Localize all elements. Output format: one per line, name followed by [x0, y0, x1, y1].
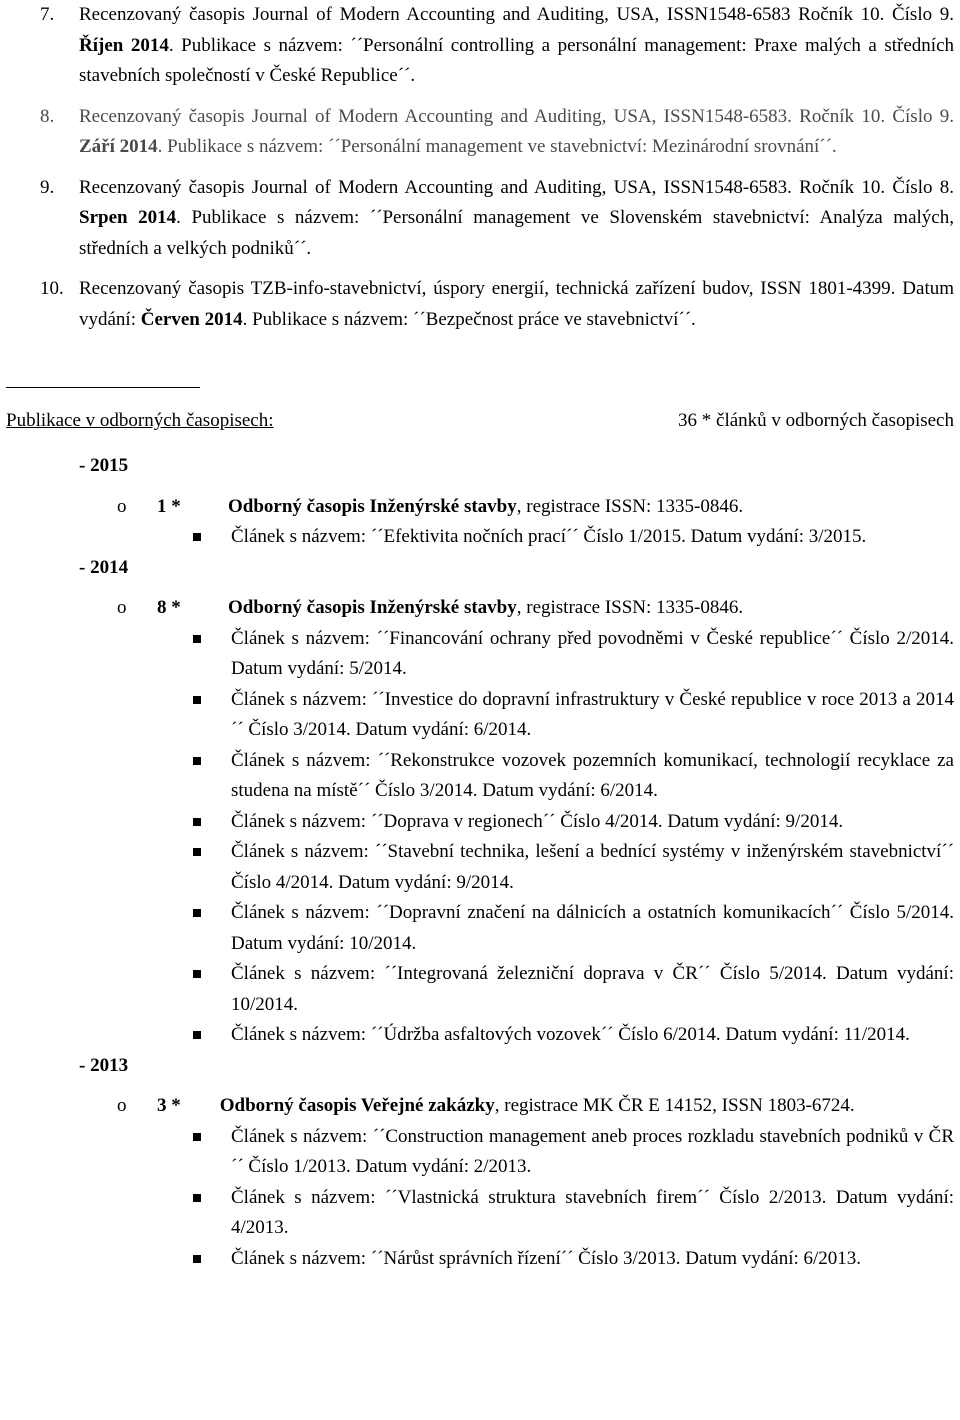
item-rest: . Publikace s názvem: ´´Personální management ve stavebnictví: Mezinárodní srovnání´´. — [157, 136, 837, 157]
journal-name: Odborný časopis Veřejné zakázky — [219, 1095, 495, 1116]
journal-entry — [0, 593, 960, 624]
item-text: Recenzovaný časopis Journal of Modern Accounting and Auditing, USA, ISSN1548-6583. Ročník 10. Číslo 8. — [79, 176, 954, 198]
square-bullet-icon — [193, 757, 201, 765]
year-label: - 2013 — [79, 1054, 129, 1076]
item-text: Recenzovaný časopis TZB-info-stavebnictví, úspory energií, technická zařízení budov, ISSN 1801-4399. Datum vydání: — [79, 278, 954, 330]
numbered-item — [0, 102, 960, 163]
article-text: Článek s názvem: ´´Vlastnická struktura stavebních firem´´ Číslo 2/2013. Datum vydání: 4/2013. — [231, 1186, 954, 1238]
publications-by-year — [0, 451, 960, 1274]
square-bullet-icon — [193, 1031, 201, 1039]
item-rest: . Publikace s názvem: ´´Personální management ve Slovenském stavebnictví: Analýza malých, středních a velkých podniků´´. — [79, 207, 954, 259]
journal-name: Odborný časopis Inženýrské stavby — [228, 495, 517, 517]
year-label: - 2014 — [79, 556, 129, 578]
article-item — [0, 522, 960, 553]
article-text: Článek s názvem: ´´Construction management aneb proces rozkladu stavebních podniků v ČR´´ Číslo 1/2013. Datum vydání: 2/2013. — [231, 1125, 954, 1177]
square-bullet-icon — [193, 970, 201, 978]
item-date: Srpen 2014 — [79, 207, 177, 228]
journal-registration: , registrace ISSN: 1335-0846. — [516, 495, 744, 517]
article-item — [0, 746, 960, 807]
journal-registration: , registrace ISSN: 1335-0846. — [516, 597, 744, 618]
publications-title: Publikace v odborných časopisech: — [6, 410, 274, 431]
square-bullet-icon — [193, 1194, 201, 1202]
article-text: Článek s názvem: ´´Efektivita nočních prací´´ Číslo 1/2015. Datum vydání: 3/2015. — [231, 526, 867, 547]
square-bullet-icon — [193, 818, 201, 826]
circle-bullet-icon: o — [117, 495, 127, 517]
journal-count: 3 * — [157, 1095, 181, 1116]
article-item — [0, 837, 960, 898]
publications-summary: 36 * článků v odborných časopisech — [678, 410, 954, 431]
item-rest: . Publikace s názvem: ´´Bezpečnost práce ve stavebnictví´´. — [242, 308, 696, 330]
square-bullet-icon — [193, 1133, 201, 1141]
article-text: Článek s názvem: ´´Stavební technika, lešení a bednící systémy v inženýrském stavebnictví´´ Číslo 4/2014. Datum vydání: 9/2014. — [231, 841, 954, 893]
article-item — [0, 1244, 960, 1275]
article-text: Článek s názvem: ´´Nárůst správních řízení´´ Číslo 3/2013. Datum vydání: 6/2013. — [231, 1247, 862, 1269]
numbered-item — [0, 274, 960, 335]
journal-count: 8 * — [157, 597, 181, 618]
article-item — [0, 959, 960, 1020]
numbered-item — [0, 173, 960, 265]
item-date: Červen 2014 — [140, 308, 243, 330]
footnote-divider — [6, 387, 200, 388]
journal-name: Odborný časopis Inženýrské stavby — [228, 597, 517, 618]
article-item — [0, 685, 960, 746]
article-item — [0, 1183, 960, 1244]
journal-count: 1 * — [157, 495, 181, 517]
item-date: Září 2014 — [79, 136, 158, 157]
article-item — [0, 624, 960, 685]
item-date: Říjen 2014 — [79, 34, 169, 56]
article-text: Článek s názvem: ´´Údržba asfaltových vozovek´´ Číslo 6/2014. Datum vydání: 11/2014. — [231, 1024, 910, 1045]
article-text: Článek s názvem: ´´Doprava v regionech´´ Číslo 4/2014. Datum vydání: 9/2014. — [231, 810, 844, 832]
article-text: Článek s názvem: ´´Integrovaná železniční doprava v ČR´´ Číslo 5/2014. Datum vydání: 10/2014. — [231, 963, 954, 1015]
publications-header — [6, 406, 954, 437]
journal-registration: , registrace MK ČR E 14152, ISSN 1803-6724. — [494, 1095, 855, 1116]
square-bullet-icon — [193, 635, 201, 643]
year-heading-2013 — [0, 1051, 960, 1082]
circle-bullet-icon: o — [117, 1095, 127, 1116]
square-bullet-icon — [193, 848, 201, 856]
journal-entry — [0, 1091, 960, 1122]
numbered-publication-list — [0, 0, 960, 335]
square-bullet-icon — [193, 533, 201, 541]
item-number: 9. — [40, 176, 55, 198]
item-number: 7. — [40, 4, 55, 25]
year-heading-2014 — [0, 553, 960, 584]
numbered-item — [0, 0, 960, 92]
square-bullet-icon — [193, 696, 201, 704]
article-text: Článek s názvem: ´´Investice do dopravní infrastruktury v České republice v roce 2013 a 2014´´ Číslo 3/2014. Datum vydání: 6/2014. — [231, 688, 954, 740]
article-item — [0, 1020, 960, 1051]
item-number: 10. — [40, 278, 64, 299]
article-text: Článek s názvem: ´´Financování ochrany před povodněmi v České republice´´ Číslo 2/2014. Datum vydání: 5/2014. — [231, 627, 954, 679]
square-bullet-icon — [193, 1255, 201, 1263]
year-label: - 2015 — [79, 455, 129, 476]
journal-entry — [0, 492, 960, 523]
article-text: Článek s názvem: ´´Dopravní značení na dálnicích a ostatních komunikacích´´ Číslo 5/2014. Datum vydání: 10/2014. — [231, 902, 954, 954]
item-rest: . Publikace s názvem: ´´Personální controlling a personální management: Praxe malých a středních stavebních společností v České Republice´´. — [79, 34, 955, 86]
year-heading-2015 — [0, 451, 960, 482]
circle-bullet-icon: o — [117, 597, 127, 618]
item-text: Recenzovaný časopis Journal of Modern Accounting and Auditing, USA, ISSN1548-6583 Ročník 10. Číslo 9. — [79, 4, 954, 25]
item-text: Recenzovaný časopis Journal of Modern Accounting and Auditing, USA, ISSN1548-6583. Ročník 10. Číslo 9. — [79, 105, 954, 127]
article-item — [0, 807, 960, 838]
article-text: Článek s názvem: ´´Rekonstrukce vozovek pozemních komunikací, technologií recyklace za studena na místě´´ Číslo 3/2014. Datum vydání: 6/2014. — [231, 749, 954, 801]
square-bullet-icon — [193, 909, 201, 917]
item-number: 8. — [40, 105, 55, 127]
article-item — [0, 1122, 960, 1183]
article-item — [0, 898, 960, 959]
